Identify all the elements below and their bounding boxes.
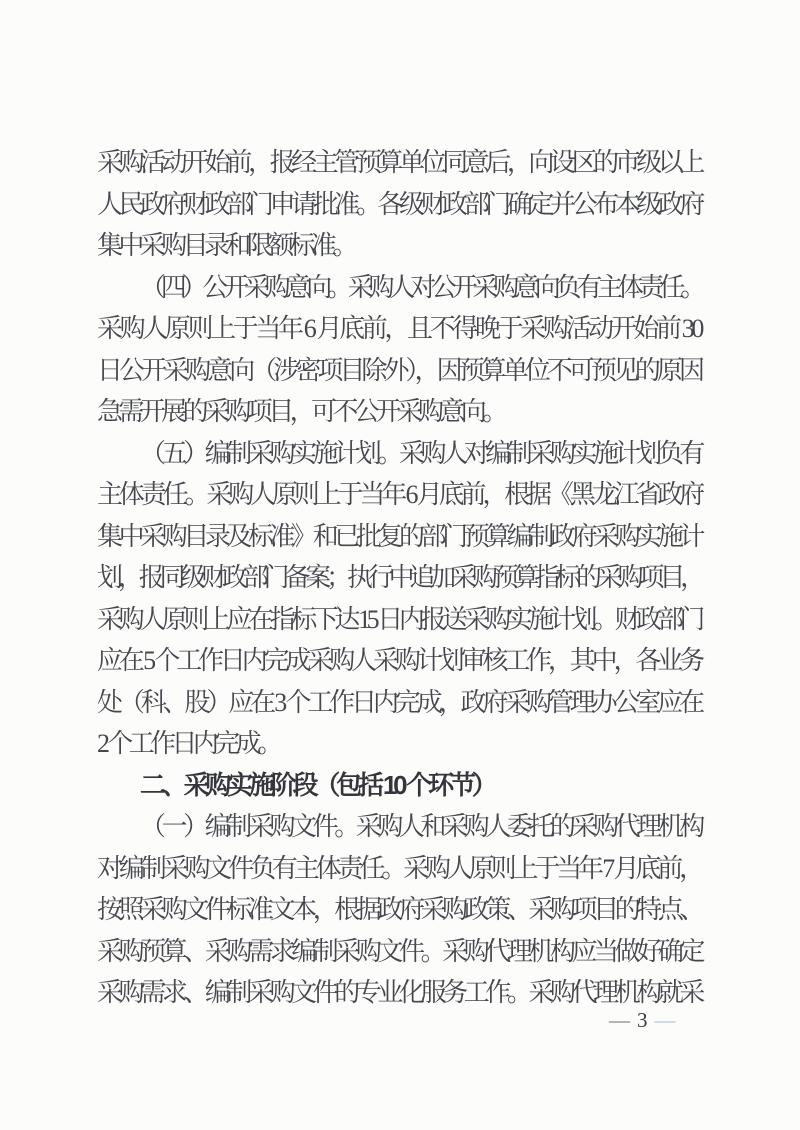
text-line: 采购预算、采购需求编制采购文件。采购代理机构应当做好确定 (97, 936, 701, 966)
text-line: 对编制采购文件负有主体责任。采购人原则上于当年 7 月底前， (97, 853, 701, 883)
text-line: 采购活动开始前，报经主管预算单位同意后，向设区的市级以上 (97, 148, 701, 177)
text-line: 集中采购目录及标准》和已批复的部门预算编制政府采购实施计 (97, 521, 701, 551)
text-line: 采购人原则上应在指标下达 15 日内报送采购实施计划。财政部门 (97, 604, 701, 634)
text-line: 主体责任。采购人原则上于当年 6 月底前，根据《黑龙江省政府 (97, 480, 701, 509)
document-text-block (97, 142, 701, 1014)
page-number-dash-left: — (609, 1008, 630, 1032)
text-line: 日公开采购意向（涉密项目除外），因预算单位不可预见的原因 (97, 355, 701, 385)
page-number-dash-right: — (654, 1008, 676, 1032)
text-line-paragraph-start: （五）编制采购实施计划。采购人对编制采购实施计划负有 (140, 438, 701, 468)
page-number (609, 1007, 676, 1033)
text-line: 采购人原则上于当年 6 月底前，且不得晚于采购活动开始前 30 (97, 314, 701, 343)
text-line: 按照采购文件标准文本，根据政府采购政策、采购项目的特点、 (97, 895, 701, 924)
text-line: 处（科、股）应在 3 个工作日内完成，政府采购管理办公室应在 (97, 687, 701, 717)
text-line-paragraph-start: （一）编制采购文件。采购人和采购人委托的采购代理机构 (140, 812, 701, 841)
text-line: 采购需求、编制采购文件的专业化服务工作。采购代理机构就采 (97, 978, 701, 1007)
page-number-value: 3 (637, 1008, 648, 1032)
section-heading: 二、采购实施阶段（包括 10 个环节） (140, 769, 494, 800)
text-line-paragraph-start: （四）公开采购意向。采购人对公开采购意向负有主体责任。 (140, 272, 701, 302)
text-line: 人民政府财政部门申请批准。各级财政部门确定并公布本级政府 (97, 189, 701, 219)
text-line: 急需开展的采购项目，可不公开采购意向。 (97, 397, 504, 426)
text-line: 2 个工作日内完成。 (97, 729, 279, 758)
text-line: 集中采购目录和限额标准。 (97, 231, 354, 260)
text-line: 划，报同级财政部门备案；执行中追加采购预算指标的采购项目， (97, 563, 701, 592)
text-line: 应在 5 个工作日内完成采购人采购计划审核工作，其中，各业务 (97, 646, 701, 675)
